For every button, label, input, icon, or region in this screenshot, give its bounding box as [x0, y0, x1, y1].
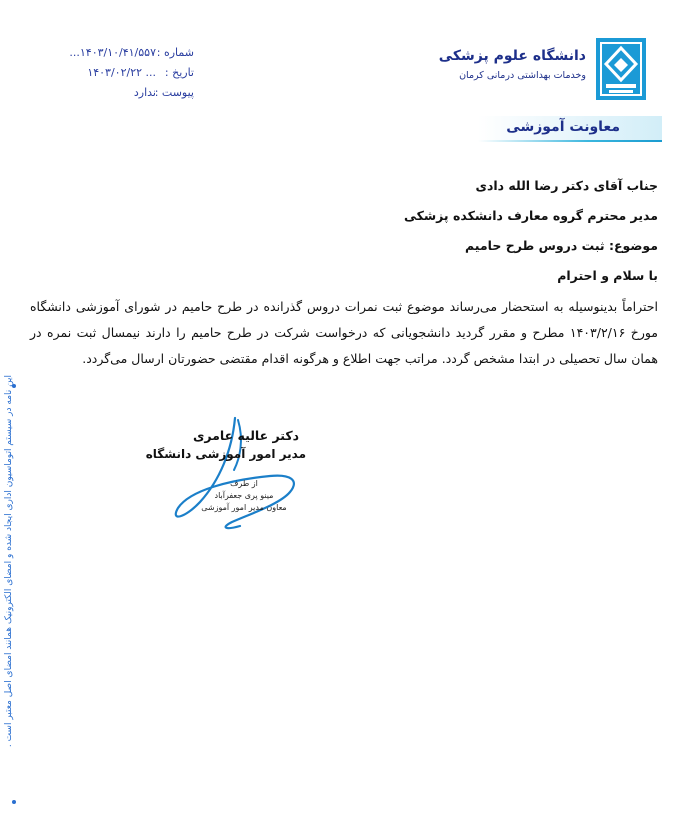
meta-date-label: تاریخ : [164, 66, 194, 79]
meta-attachment-row [64, 86, 194, 106]
letter-paragraph: احتراماً بدینوسیله به استحضار می‌رساند موضوع ثبت نمرات دروس گذرانده در طرح حامیم در شورای آموزشی دانشگاه مورخ ۱۴۰۳/۲/۱۶ مطرح و مقرر گردید دانشجویانی که درخواست شرکت در طرح حامیم را دارند نیمسال ثبت نمره در همان سال تحصیلی در ابتدا مشخص گردد. مراتب جهت اطلاع و هرگونه اقدام مقتضی حضورتان ارسال می‌گردد. [30, 299, 659, 366]
letter-greeting: با سلام و احترام [557, 268, 658, 283]
signer-name: دکتر عالیه عامری [192, 428, 300, 443]
signer-title: مدیر امور آموزشی دانشگاه [145, 447, 306, 461]
meta-date-row [64, 66, 194, 86]
university-subtitle: وخدمات بهداشتی درمانی کرمان [459, 70, 586, 81]
on-behalf-block [196, 478, 292, 514]
university-logo-icon [592, 34, 650, 104]
letter-meta [64, 46, 194, 106]
meta-number-label: شماره : [156, 46, 194, 59]
letter-subject: موضوع: ثبت دروس طرح حامیم [465, 238, 658, 253]
recipient-name: جناب آقای دکتر رضا الله دادی [475, 178, 658, 193]
on-behalf-title: معاون مدیر امور آموزشی [201, 503, 287, 512]
department-underline [478, 140, 662, 142]
meta-date-value: ۱۴۰۳/۰۲/۲۲ ... [87, 66, 156, 79]
on-behalf-name: مینو پری جعفرآباد [214, 491, 274, 500]
meta-number-row [64, 46, 194, 66]
university-name: دانشگاه علوم پزشکی [438, 48, 586, 64]
electronic-signature-note: این نامه در سیستم اتوماسیون اداری ایجاد شده و امضای الکترونیک همانند امضای اصل معتبر است . [4, 375, 14, 748]
on-behalf-label: از طرف [230, 479, 258, 488]
meta-number-value: ...۱۴۰۳/۱۰/۴۱/۵۵۷ [69, 46, 156, 59]
department-title: معاونت آموزشی [506, 119, 620, 135]
signature-block [145, 428, 306, 461]
meta-attachment-value: ندارد [133, 86, 156, 99]
recipient-title: مدیر محترم گروه معارف دانشکده پزشکی [403, 208, 658, 223]
side-note-dot-bottom [12, 800, 16, 804]
meta-attachment-label: پیوست : [154, 86, 194, 99]
